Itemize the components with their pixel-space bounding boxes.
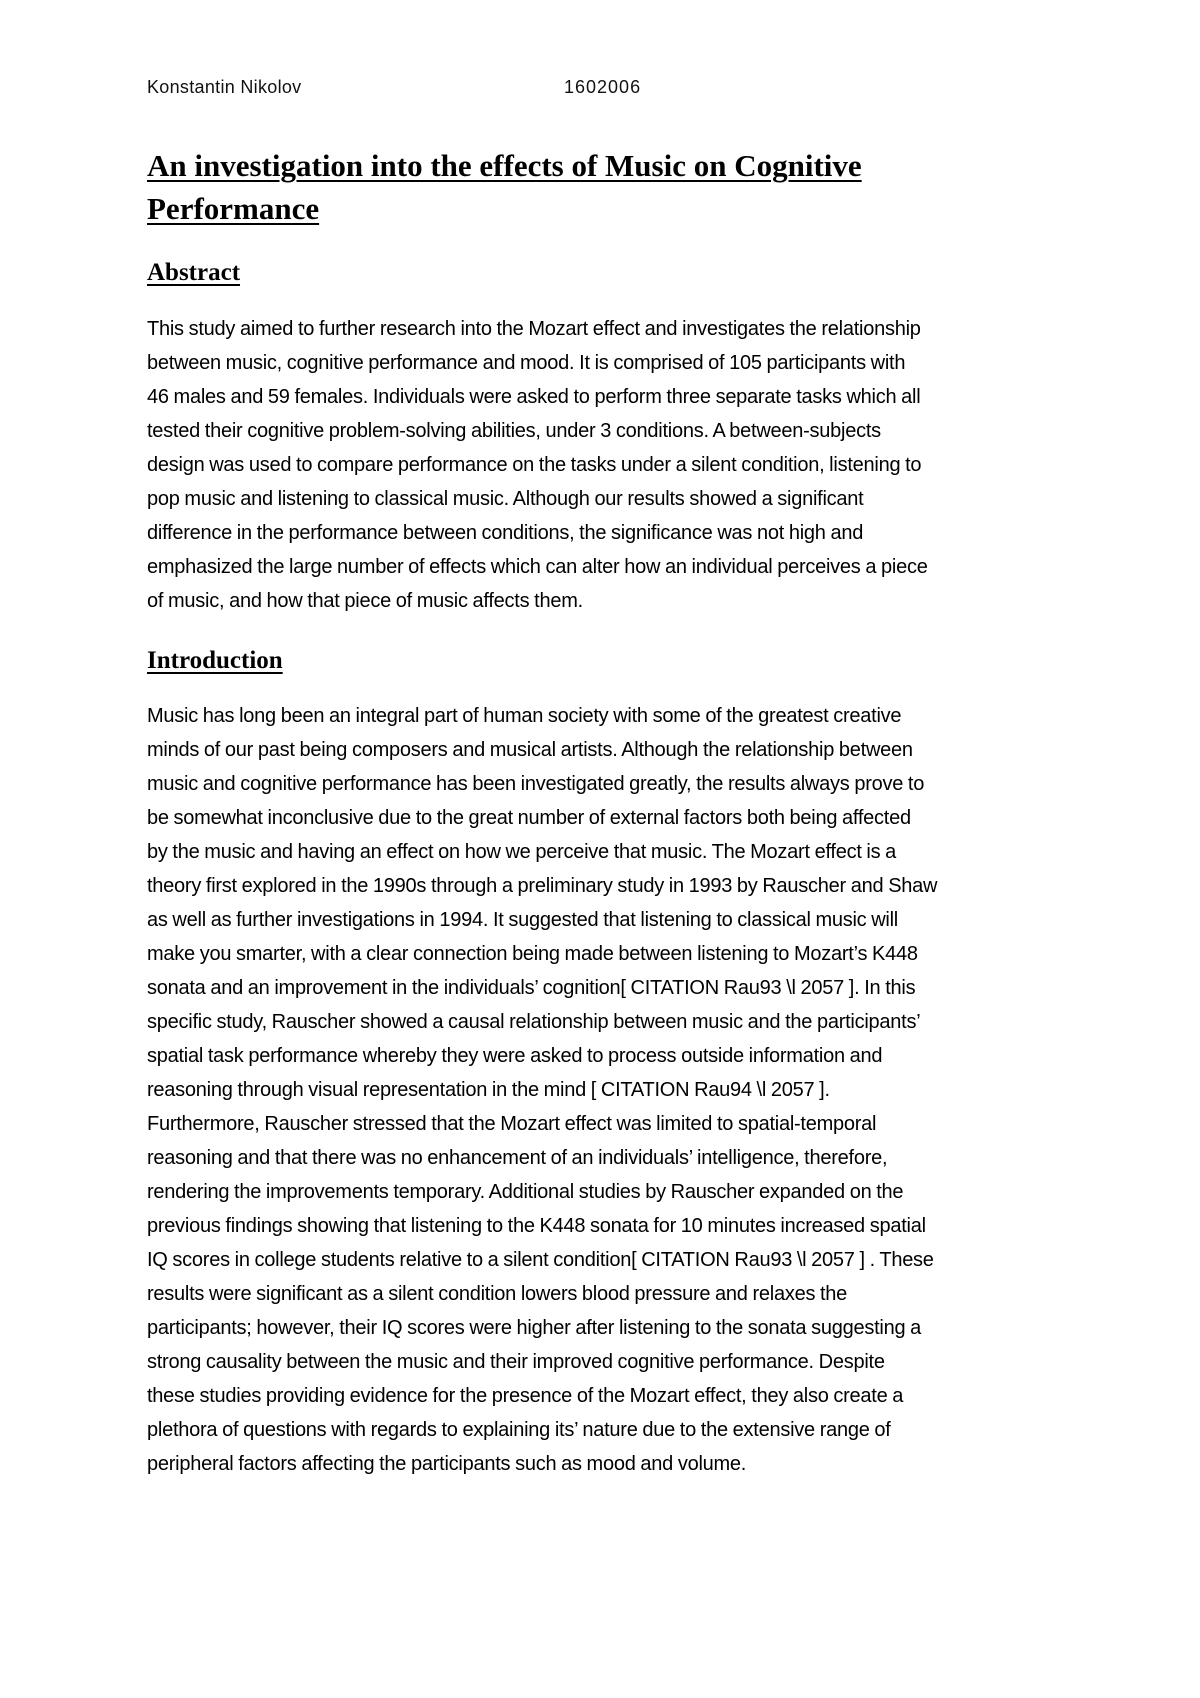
- introduction-line: peripheral factors affecting the participants such as mood and volume.: [147, 1453, 747, 1475]
- introduction-paragraph: [147, 699, 1072, 1481]
- introduction-line: Furthermore, Rauscher stressed that the Mozart effect was limited to spatial-temporal: [147, 1113, 877, 1135]
- title-line: An investigation into the effects of Music on Cognitive: [147, 148, 862, 183]
- introduction-line: music and cognitive performance has been investigated greatly, the results always prove to: [147, 773, 925, 795]
- abstract-paragraph: [147, 312, 1072, 618]
- abstract-line: emphasized the large number of effects which can alter how an individual perceives a piece: [147, 556, 928, 578]
- page-title: [147, 144, 977, 230]
- abstract-line: pop music and listening to classical music. Although our results showed a significant: [147, 488, 864, 510]
- introduction-line: minds of our past being composers and musical artists. Although the relationship between: [147, 739, 913, 761]
- header-author: Konstantin Nikolov: [147, 77, 302, 97]
- abstract-line: of music, and how that piece of music affects them.: [147, 590, 583, 612]
- introduction-line: make you smarter, with a clear connection being made between listening to Mozart’s K448: [147, 943, 918, 965]
- abstract-line: design was used to compare performance on the tasks under a silent condition, listening to: [147, 454, 922, 476]
- introduction-line: sonata and an improvement in the individuals’ cognition[ CITATION Rau93 \l 2057 ]. In this: [147, 977, 916, 999]
- title-line: Performance: [147, 191, 320, 226]
- introduction-line: specific study, Rauscher showed a causal relationship between music and the participants’: [147, 1011, 921, 1033]
- abstract-line: difference in the performance between conditions, the significance was not high and: [147, 522, 864, 544]
- introduction-line: Music has long been an integral part of human society with some of the greatest creative: [147, 705, 902, 727]
- abstract-line: 46 males and 59 females. Individuals were asked to perform three separate tasks which all: [147, 386, 921, 408]
- introduction-line: as well as further investigations in 1994. It suggested that listening to classical music will: [147, 909, 898, 931]
- abstract-heading: Abstract: [147, 259, 241, 286]
- abstract-line: tested their cognitive problem-solving abilities, under 3 conditions. A between-subjects: [147, 420, 881, 442]
- introduction-line: participants; however, their IQ scores were higher after listening to the sonata suggesting a: [147, 1317, 922, 1339]
- introduction-line: results were significant as a silent condition lowers blood pressure and relaxes the: [147, 1283, 848, 1305]
- introduction-line: plethora of questions with regards to explaining its’ nature due to the extensive range of: [147, 1419, 891, 1441]
- introduction-heading: Introduction: [147, 647, 283, 674]
- introduction-line: strong causality between the music and their improved cognitive performance. Despite: [147, 1351, 885, 1373]
- introduction-line: these studies providing evidence for the presence of the Mozart effect, they also create a: [147, 1385, 904, 1407]
- introduction-line: by the music and having an effect on how we perceive that music. The Mozart effect is a: [147, 841, 897, 863]
- introduction-line: reasoning and that there was no enhancement of an individuals’ intelligence, therefore,: [147, 1147, 888, 1169]
- header-student-id: 1602006: [564, 77, 642, 97]
- introduction-line: spatial task performance whereby they were asked to process outside information and: [147, 1045, 883, 1067]
- introduction-line: IQ scores in college students relative to a silent condition[ CITATION Rau93 \l 2057 ] . These: [147, 1249, 934, 1271]
- introduction-line: rendering the improvements temporary. Additional studies by Rauscher expanded on the: [147, 1181, 904, 1203]
- abstract-line: This study aimed to further research into the Mozart effect and investigates the relationship: [147, 318, 921, 340]
- introduction-line: reasoning through visual representation in the mind [ CITATION Rau94 \l 2057 ].: [147, 1079, 830, 1101]
- introduction-line: be somewhat inconclusive due to the great number of external factors both being affected: [147, 807, 911, 829]
- introduction-line: previous findings showing that listening to the K448 sonata for 10 minutes increased spatial: [147, 1215, 926, 1237]
- introduction-line: theory first explored in the 1990s through a preliminary study in 1993 by Rauscher and Shaw: [147, 875, 938, 897]
- abstract-line: between music, cognitive performance and mood. It is comprised of 105 participants with: [147, 352, 906, 374]
